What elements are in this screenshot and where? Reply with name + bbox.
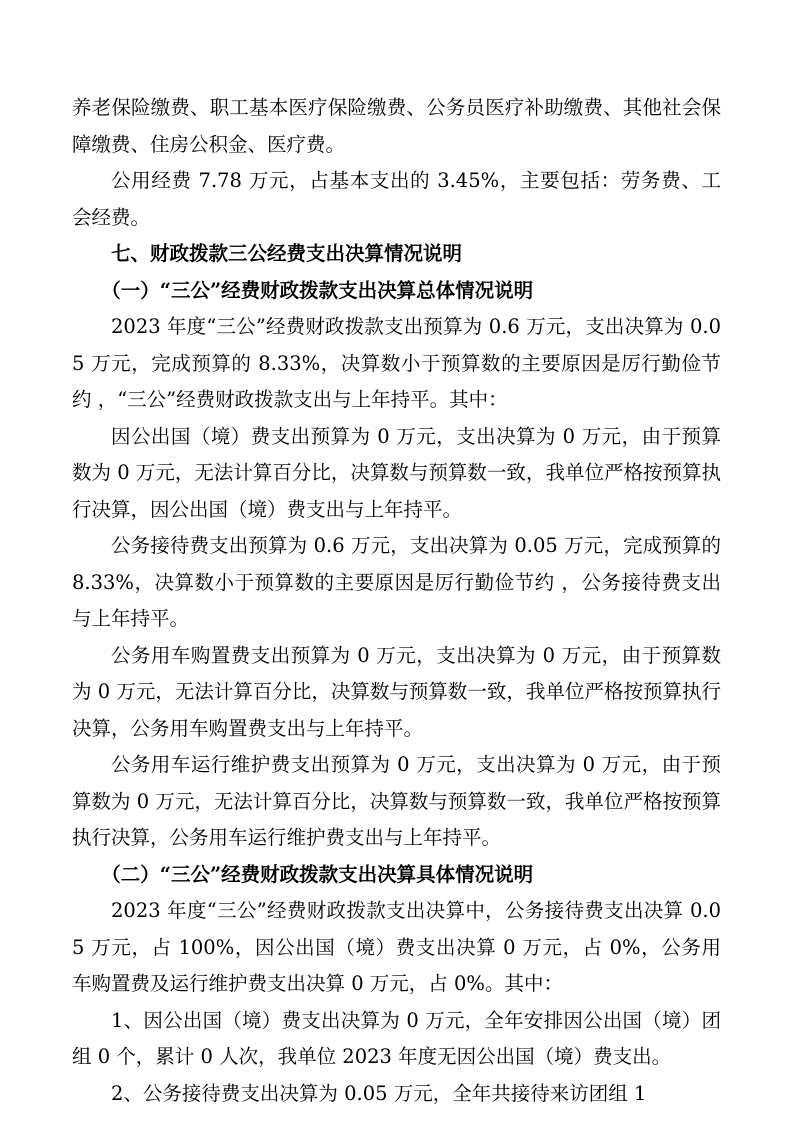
paragraph-reception: 公务接待费支出预算为 0.6 万元，支出决算为 0.05 万元，完成预算的 8.33%，决算数小于预算数的主要原因是厉行勤俭节约 ，公务接待费支出与上年持平。 <box>72 534 721 630</box>
paragraph-item-one: 1、因公出国（境）费支出决算为 0 万元，全年安排因公出国（境）团组 0 个，累计 0 人次，我单位 2023 年度无因公出国（境）费支出。 <box>72 1008 721 1068</box>
subheading-specific: （二）“三公”经费财政拨款支出决算具体情况说明 <box>101 862 534 886</box>
paragraph-overseas-travel: 因公出国（境）费支出预算为 0 万元，支出决算为 0 万元，由于预算数为 0 万元，无法计算百分比，决算数与预算数一致，我单位严格按预算执行决算，因公出国（境）费支出与上年持平。 <box>72 424 721 521</box>
paragraph-item-two: 2、公务接待费支出决算为 0.05 万元，全年共接待来访团组 1 <box>111 1081 647 1105</box>
paragraph-vehicle-purchase: 公务用车购置费支出预算为 0 万元，支出决算为 0 万元，由于预算数为 0 万元，无法计算百分比，决算数与预算数一致，我单位严格按预算执行决算，公务用车购置费支出与上年持平。 <box>72 643 721 740</box>
section-heading-seven: 七、财政拨款三公经费支出决算情况说明 <box>111 242 463 265</box>
paragraph-public-expenses: 公用经费 7.78 万元，占基本支出的 3.45%，主要包括：劳务费、工会经费。 <box>72 169 721 229</box>
paragraph-social-security: 养老保险缴费、职工基本医疗保险缴费、公务员医疗补助缴费、其他社会保障缴费、住房公积金、医疗费。 <box>72 96 721 156</box>
paragraph-overall-budget: 2023 年度“三公”经费财政拨款支出预算为 0.6 万元，支出决算为 0.05 万元，完成预算的 8.33%，决算数小于预算数的主要原因是厉行勤俭节约 ，“三公”经费财政拨款支出与上年持平。其中： <box>72 315 721 411</box>
paragraph-specific-breakdown: 2023 年度“三公”经费财政拨款支出决算中，公务接待费支出决算 0.05 万元，占 100%，因公出国（境）费支出决算 0 万元，占 0%，公务用车购置费及运行维护费支出决算 0 万元，占 0%。其中： <box>72 899 721 995</box>
paragraph-vehicle-maintenance: 公务用车运行维护费支出预算为 0 万元，支出决算为 0 万元，由于预算数为 0 万元，无法计算百分比，决算数与预算数一致，我单位严格按预算执行决算，公务用车运行维护费支出与上年持平。 <box>72 753 721 849</box>
subheading-overall: （一）“三公”经费财政拨款支出决算总体情况说明 <box>101 278 534 302</box>
